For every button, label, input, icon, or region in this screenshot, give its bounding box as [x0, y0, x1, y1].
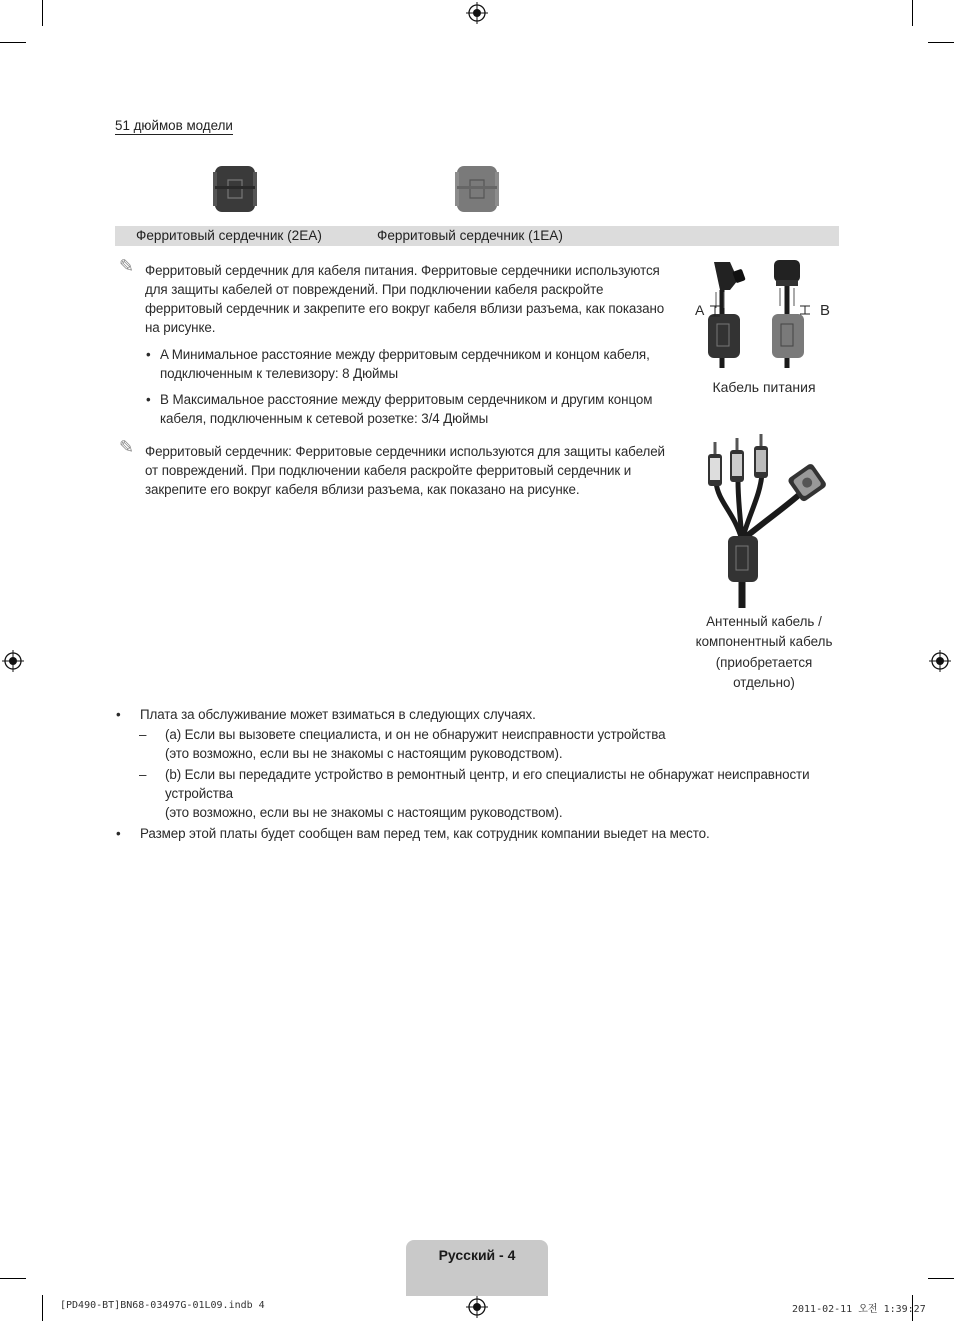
- service-item-a: [165, 725, 845, 763]
- note2-line: Ферритовый сердечник: Ферритовые сердечники используются для защиты кабелей: [145, 444, 665, 459]
- note2-line: от повреждений. При подключении кабеля раскройте ферритовый сердечник и: [145, 463, 632, 478]
- ferrite-core-dark-icon: [212, 164, 258, 214]
- note1-line: для защиты кабелей от повреждений. При подключении кабеля раскройте: [145, 282, 604, 297]
- bullet-b-line: кабеля, подключенным к сетевой розетке: 3/4 Дюймы: [160, 411, 489, 426]
- registration-mark-icon: [2, 650, 24, 672]
- crop-mark: [928, 42, 954, 43]
- av-caption-line: отдельно): [733, 674, 795, 690]
- bullet-marker: •: [116, 826, 121, 841]
- service-item-b-line: устройства: [165, 786, 233, 801]
- crop-mark: [42, 0, 43, 26]
- av-antenna-cable-illustration: [694, 432, 834, 612]
- pencil-note-icon: ✎: [119, 437, 135, 458]
- av-caption-line: Антенный кабель /: [706, 614, 822, 629]
- crop-mark: [42, 1295, 43, 1321]
- footer-file-info: [PD490-BT]BN68-03497G-01L09.indb 4: [60, 1300, 265, 1311]
- bullet-b-text: [160, 390, 680, 428]
- registration-mark-icon: [466, 1296, 488, 1318]
- crop-mark: [928, 1278, 954, 1279]
- crop-mark: [0, 1278, 26, 1279]
- ferrite-core-grey-icon: [454, 164, 500, 214]
- note1-text: [145, 261, 685, 337]
- av-caption-line: компонентный кабель: [695, 633, 833, 649]
- bullet-a-line: подключенным к телевизору: 8 Дюймы: [160, 366, 399, 381]
- bullet-marker: •: [116, 707, 121, 722]
- footer-timestamp: 2011-02-11 오전 1:39:27: [792, 1304, 926, 1315]
- figure-label-a: A: [695, 302, 705, 318]
- av-cable-caption: [688, 612, 840, 692]
- dash-marker: –: [139, 767, 147, 782]
- service-item-a-line: (это возможно, если вы не знакомы с настоящим руководством).: [165, 746, 563, 761]
- section-title: 51 дюймов модели: [115, 118, 233, 133]
- crop-mark: [912, 0, 913, 26]
- note1-line: на рисунке.: [145, 320, 216, 335]
- power-cable-caption: Кабель питания: [712, 379, 816, 395]
- bullet-b-line: B Максимальное расстояние между ферритовым сердечником и другим концом: [160, 392, 653, 407]
- bullet-marker: •: [146, 392, 151, 407]
- ferrite-label-2ea: Ферритовый сердечник (2EA): [136, 228, 322, 243]
- av-caption-line: (приобретается: [715, 655, 813, 670]
- registration-mark-icon: [929, 650, 951, 672]
- page-number-label: Русский - 4: [438, 1247, 516, 1263]
- bullet-marker: •: [146, 347, 151, 362]
- ferrite-label-1ea: Ферритовый сердечник (1EA): [377, 228, 563, 243]
- service-bullet-1: Плата за обслуживание может взиматься в следующих случаях.: [140, 707, 536, 722]
- pencil-note-icon: ✎: [119, 256, 135, 277]
- note2-text: [145, 442, 685, 499]
- crop-mark: [0, 42, 26, 43]
- bullet-a-line: A Минимальное расстояние между ферритовым сердечником и концом кабеля,: [160, 347, 650, 362]
- note1-line: Ферритовый сердечник для кабеля питания. Ферритовые сердечники используются: [145, 263, 660, 278]
- note1-line: ферритовый сердечник и закрепите его вокруг кабеля вблизи разъема, как показано: [145, 301, 665, 316]
- registration-mark-icon: [466, 2, 488, 24]
- service-item-b-line: (b) Если вы передадите устройство в ремонтный центр, и его специалисты не обнаружат неисправности: [165, 767, 810, 782]
- ferrite-label-bar: [115, 226, 839, 246]
- service-item-b-line: (это возможно, если вы не знакомы с настоящим руководством).: [165, 805, 563, 820]
- page-number-tab: [406, 1240, 548, 1296]
- figure-label-b: B: [820, 302, 830, 319]
- bullet-a-text: [160, 345, 680, 383]
- note2-line: закрепите его вокруг кабеля вблизи разъема, как показано на рисунке.: [145, 482, 580, 497]
- power-cable-illustration: [692, 256, 840, 376]
- service-item-b: [165, 765, 845, 822]
- service-item-a-line: (a) Если вы вызовете специалиста, и он не обнаружит неисправности устройства: [165, 727, 666, 742]
- service-bullet-2: Размер этой платы будет сообщен вам перед тем, как сотрудник компании выедет на место.: [140, 826, 710, 841]
- dash-marker: –: [139, 727, 147, 742]
